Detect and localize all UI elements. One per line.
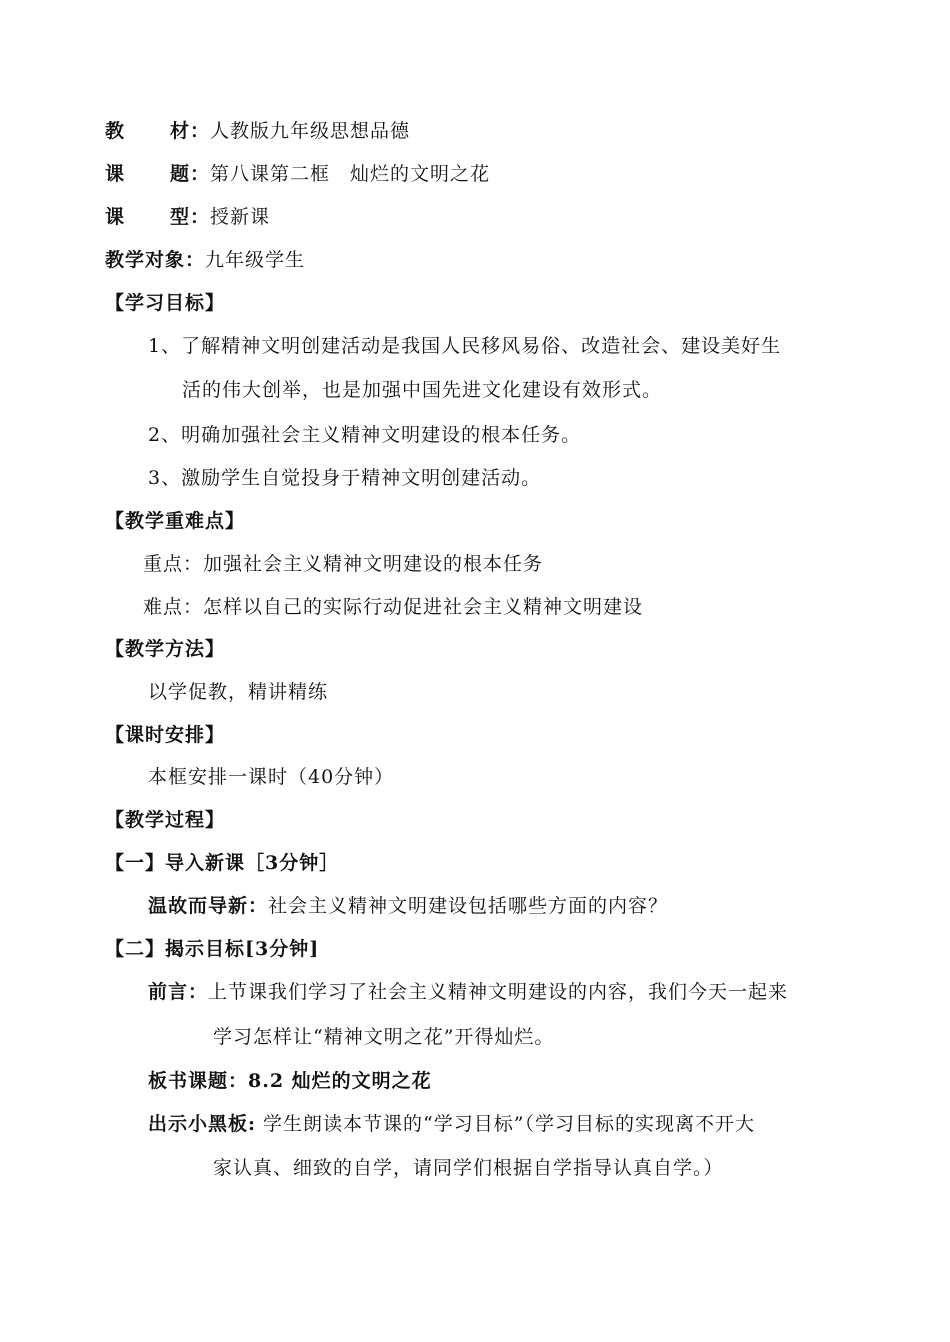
blackboard-line-1: 学生朗读本节课的“学习目标”（学习目标的实现离不开大	[256, 1113, 755, 1135]
step-1-label: 温故而导新：	[148, 895, 269, 917]
topic-row	[105, 165, 490, 184]
step-1-text: 社会主义精神文明建设包括哪些方面的内容？	[268, 895, 669, 917]
blackboard-row	[148, 1115, 755, 1134]
preface-row	[148, 983, 788, 1002]
key-points-heading: 【教学重难点】	[105, 510, 246, 532]
audience-value: 九年级学生	[205, 249, 306, 271]
board-label: 板书课题：	[148, 1070, 249, 1092]
step-2-heading: 【二】揭示目标[3分钟]	[105, 938, 320, 960]
preface-line-2: 学习怎样让“精神文明之花”开得灿烂。	[213, 1026, 555, 1048]
focus-point: 重点：加强社会主义精神文明建设的根本任务	[143, 553, 544, 575]
topic-value: 第八课第二框 灿烂的文明之花	[210, 163, 491, 185]
topic-label-b: 题：	[170, 163, 211, 185]
step-1-row	[148, 897, 668, 916]
objectives-heading: 【学习目标】	[105, 292, 226, 314]
type-label-b: 型：	[170, 206, 211, 228]
board-text: 8.2 灿烂的文明之花	[248, 1070, 432, 1092]
difficulty-point: 难点：怎样以自己的实际行动促进社会主义精神文明建设	[143, 596, 644, 618]
method-text: 以学促教，精讲精练	[148, 681, 329, 703]
type-label-a: 课	[105, 206, 126, 228]
type-value: 授新课	[210, 206, 271, 228]
blackboard-label: 出示小黑板:	[148, 1113, 257, 1135]
audience-label: 教学对象：	[105, 249, 206, 271]
textbook-value: 人教版九年级思想品德	[210, 120, 411, 142]
textbook-label-a: 教	[105, 120, 126, 142]
process-heading: 【教学过程】	[105, 809, 226, 831]
objective-2: 2、明确加强社会主义精神文明建设的根本任务。	[148, 424, 582, 446]
audience-row	[105, 251, 305, 270]
type-row	[105, 208, 270, 227]
topic-label-a: 课	[105, 163, 126, 185]
blackboard-line-2: 家认真、细致的自学，请同学们根据自学指导认真自学。）	[213, 1157, 724, 1179]
schedule-text: 本框安排一课时（40分钟）	[148, 766, 395, 788]
board-row	[148, 1072, 432, 1091]
method-heading: 【教学方法】	[105, 638, 226, 660]
textbook-row	[105, 122, 410, 141]
preface-label: 前言：	[148, 981, 209, 1003]
objective-3: 3、激励学生自觉投身于精神文明创建活动。	[148, 467, 542, 489]
preface-line-1: 上节课我们学习了社会主义精神文明建设的内容，我们今天一起来	[208, 981, 789, 1003]
objective-1-line-1: 1、了解精神文明创建活动是我国人民移风易俗、改造社会、建设美好生	[148, 335, 782, 357]
objective-1-line-2: 活的伟大创举，也是加强中国先进文化建设有效形式。	[182, 379, 663, 401]
textbook-label-b: 材：	[170, 120, 211, 142]
step-1-heading: 【一】导入新课［3分钟］	[105, 852, 340, 874]
schedule-heading: 【课时安排】	[105, 724, 226, 746]
